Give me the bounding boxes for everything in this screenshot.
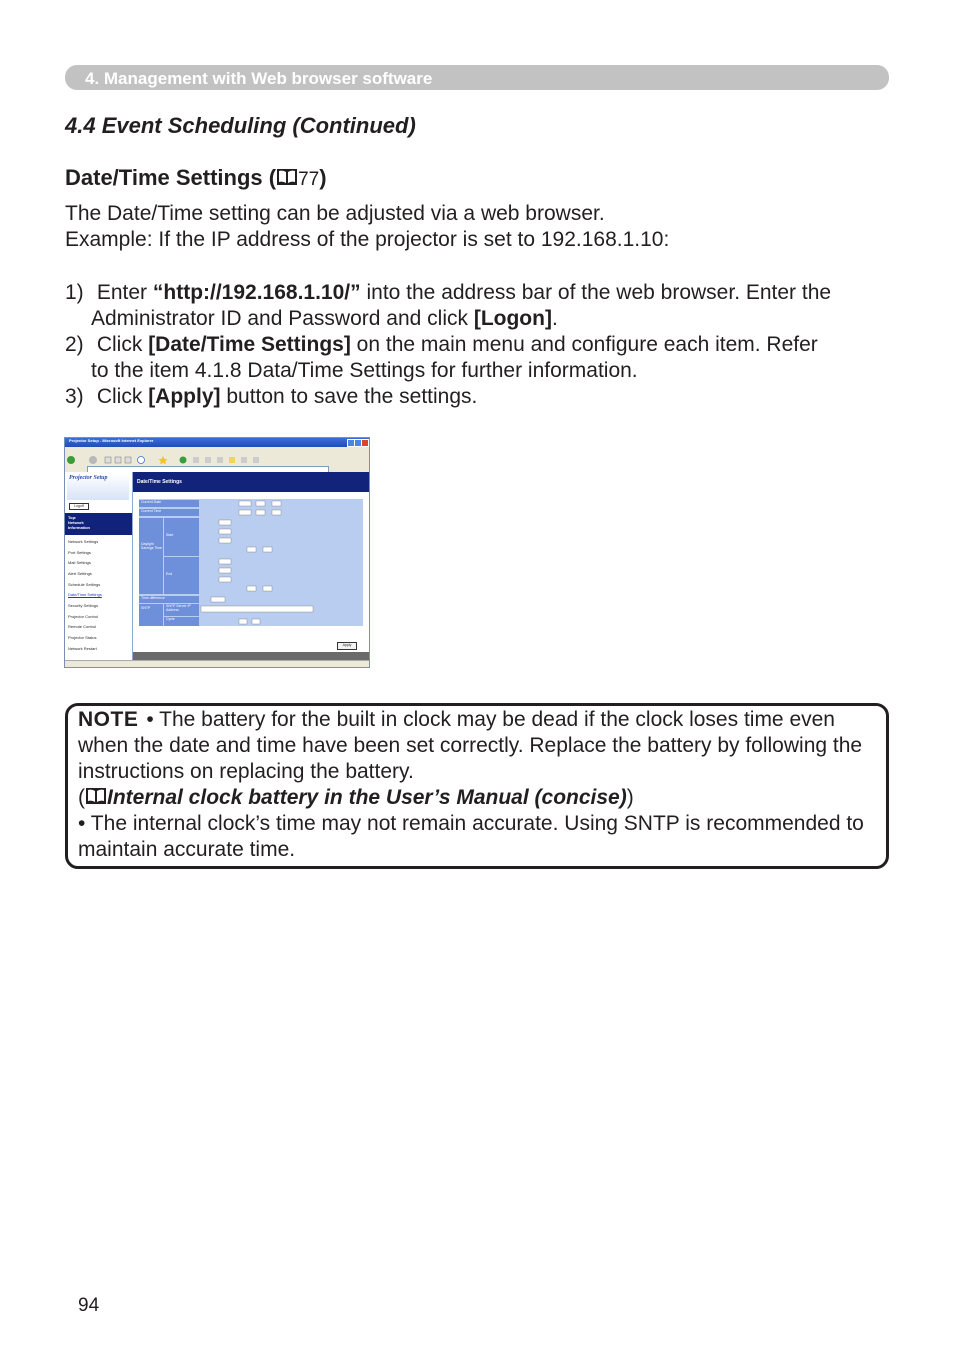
step-button-ref: [Apply] bbox=[148, 385, 221, 408]
row-start: Start bbox=[164, 518, 199, 556]
step-2 bbox=[65, 332, 905, 384]
note-text-2: • The internal clock’s time may not remain accurate. Using SNTP is recommended to maintain accurate time. bbox=[78, 812, 864, 861]
mail-icon bbox=[205, 457, 211, 463]
nav-network-settings: Network Settings bbox=[68, 539, 99, 544]
step-number: 2) bbox=[65, 333, 84, 356]
window-title: Projector Setup - Microsoft Internet Explorer bbox=[69, 438, 154, 443]
page-reference[interactable]: 77 bbox=[298, 169, 320, 190]
page-number: 94 bbox=[78, 1295, 100, 1316]
nav-mail-settings: Mail Settings bbox=[68, 560, 91, 565]
step-text: into the address bar of the web browser. Enter the bbox=[360, 281, 832, 304]
top-label: Network bbox=[68, 520, 84, 525]
row-current-time: Current Time bbox=[139, 509, 199, 516]
chapter-header-bar bbox=[65, 65, 889, 90]
input-fields bbox=[139, 499, 363, 626]
settings-table bbox=[139, 499, 363, 626]
left-menu bbox=[65, 472, 133, 660]
note-text-1: • The battery for the built in clock may be dead if the clock loses time even when the date and time have been set correctly. Replace the battery by following the instructions on replacing the battery. bbox=[78, 708, 863, 783]
row-daylight-savings: Daylight Savings Time bbox=[139, 518, 163, 594]
step-3 bbox=[65, 384, 905, 410]
panel-title: Date/Time Settings bbox=[137, 479, 182, 485]
home-icon bbox=[125, 457, 131, 463]
book-icon bbox=[276, 167, 298, 187]
settings-panel bbox=[133, 472, 369, 660]
book-icon bbox=[85, 786, 107, 806]
refresh-icon bbox=[115, 457, 121, 463]
step-text: . bbox=[551, 307, 558, 330]
search-icon bbox=[138, 457, 145, 464]
discuss-icon bbox=[253, 457, 259, 463]
nav-date-time-settings: Date/Time Settings bbox=[68, 592, 102, 597]
row-sntp: SNTP bbox=[139, 604, 163, 626]
browser-screenshot bbox=[64, 437, 370, 668]
step-text: button to save the settings. bbox=[220, 385, 478, 408]
nav-projector-control: Projector Control bbox=[68, 614, 99, 619]
step-text: Click bbox=[96, 333, 149, 356]
row-time-difference: Time difference bbox=[139, 596, 199, 603]
note-content bbox=[78, 707, 878, 863]
media-icon bbox=[180, 457, 187, 464]
note-manual-ref[interactable]: Internal clock battery in the User’s Manual (concise) bbox=[107, 786, 627, 809]
step-button-ref: [Logon] bbox=[473, 307, 552, 330]
step-number: 3) bbox=[65, 385, 84, 408]
top-label: Top: bbox=[68, 515, 77, 520]
nav-projector-status: Projector Status bbox=[68, 635, 97, 640]
row-sntp-server: SNTP Server IP Address bbox=[164, 604, 199, 616]
favorites-icon bbox=[158, 456, 167, 464]
folder-icon bbox=[229, 457, 235, 463]
step-1 bbox=[65, 280, 905, 332]
intro-line-1: The Date/Time setting can be adjusted via a web browser. bbox=[65, 202, 605, 225]
panel-header bbox=[133, 472, 369, 492]
nav-network-restart: Network Restart bbox=[68, 646, 97, 651]
step-text: Enter bbox=[96, 281, 153, 304]
nav-port-settings: Port Settings bbox=[68, 550, 91, 555]
subsection-close: ) bbox=[319, 165, 327, 190]
intro-line-2: Example: If the IP address of the projector is set to 192.168.1.10: bbox=[65, 228, 670, 251]
row-end: End bbox=[164, 557, 199, 594]
subsection-title bbox=[65, 165, 327, 191]
note-label: NOTE bbox=[78, 708, 139, 731]
note-paren-close: ) bbox=[626, 786, 634, 809]
subsection-title-text: Date/Time Settings ( bbox=[65, 165, 277, 190]
step-text: Click bbox=[96, 385, 149, 408]
section-title: 4.4 Event Scheduling (Continued) bbox=[65, 113, 416, 138]
note-paren-open: ( bbox=[78, 786, 85, 809]
back-icon bbox=[67, 456, 75, 464]
logoff-button: Logoff bbox=[69, 503, 89, 510]
row-cycle: Cycle bbox=[164, 617, 199, 626]
nav-security-settings: Security Settings bbox=[68, 603, 99, 608]
close-icon bbox=[361, 439, 369, 447]
top-network-information bbox=[65, 513, 132, 535]
print-icon bbox=[217, 457, 223, 463]
step-text: on the main menu and configure each item. Refer bbox=[350, 333, 818, 356]
status-bar bbox=[65, 660, 369, 668]
forward-icon bbox=[89, 456, 97, 464]
step-button-ref: [Date/Time Settings] bbox=[148, 333, 351, 356]
stop-icon bbox=[105, 457, 111, 463]
projector-setup-logo bbox=[67, 474, 129, 500]
top-label: Information bbox=[68, 525, 90, 530]
panel-footer bbox=[133, 652, 369, 660]
row-current-date: Current Date bbox=[139, 500, 199, 507]
edit-icon bbox=[241, 457, 247, 463]
logo-text: Projector Setup bbox=[69, 475, 108, 481]
nav-alert-settings: Alert Settings bbox=[68, 571, 92, 576]
step-number: 1) bbox=[65, 281, 84, 304]
step-text: Administrator ID and Password and click bbox=[91, 307, 474, 330]
nav-schedule-settings: Schedule Settings bbox=[68, 582, 101, 587]
step-text: to the item 4.1.8 Data/Time Settings for further information. bbox=[91, 359, 638, 382]
chapter-title: 4. Management with Web browser software bbox=[85, 69, 433, 88]
nav-remote-control: Remote Control bbox=[68, 624, 97, 629]
history-icon bbox=[193, 457, 199, 463]
step-url: “http://192.168.1.10/” bbox=[152, 281, 361, 304]
address-bar bbox=[65, 465, 369, 472]
window-titlebar bbox=[65, 438, 369, 447]
apply-button: Apply bbox=[337, 642, 357, 650]
